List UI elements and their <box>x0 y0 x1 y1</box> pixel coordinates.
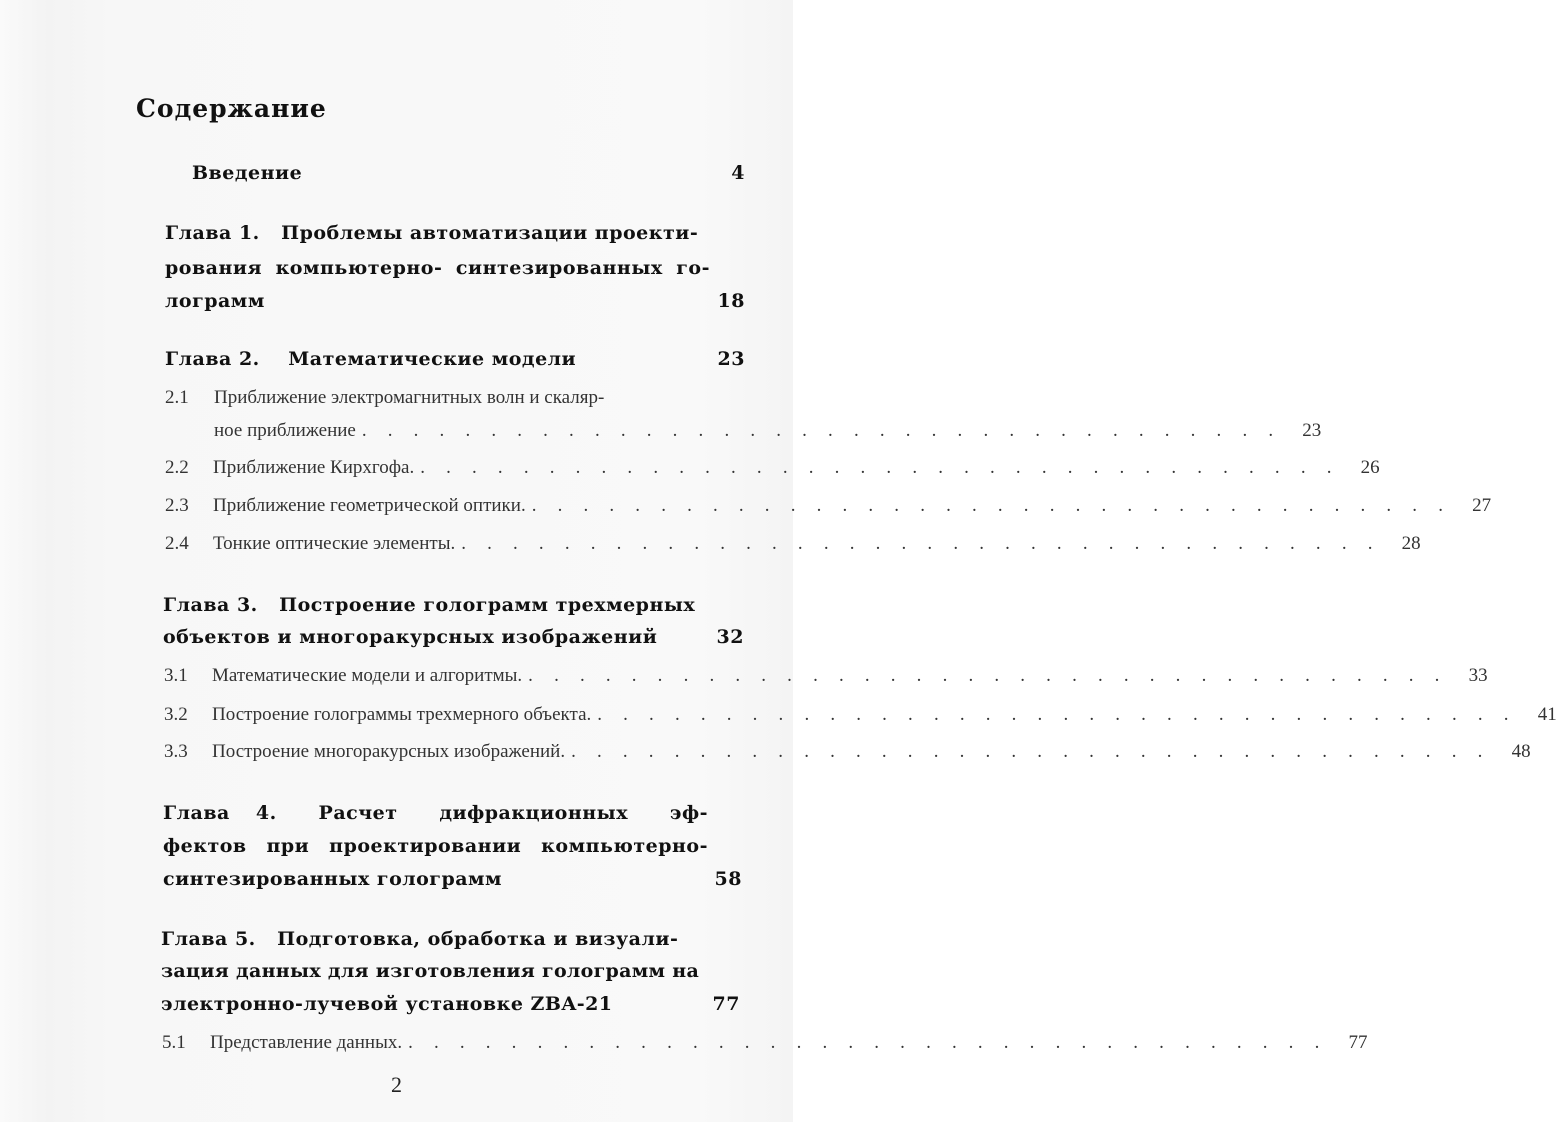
leader-dots: . . . . . . . . . . . . . . . . . . . . . . . . . . . . . . . . . . . . <box>531 495 1452 516</box>
chapter-3-heading-line1 <box>163 594 695 616</box>
section-5-1-num: 5.1 <box>162 1032 186 1053</box>
section-2-2-num: 2.2 <box>165 457 189 478</box>
leader-dots: . . . . . . . . . . . . . . . . . . . . . . . . . . . . . . . . . . . . <box>361 420 1282 441</box>
chapter-1-word: го- <box>676 257 710 279</box>
chapter-1-heading-line2 <box>165 257 710 279</box>
chapter-1-heading-line3: лограмм <box>165 290 265 312</box>
section-2-2-title: Приближение Кирхгофа. <box>213 457 415 478</box>
chapter-4-word: дифракционных <box>439 802 629 824</box>
leader-dots: . . . . . . . . . . . . . . . . . . . . . . . . . . . . . . . . . . . . <box>408 1032 1328 1053</box>
chapter-4-page: 58 <box>714 868 742 890</box>
section-3-1-num: 3.1 <box>164 665 188 686</box>
chapter-2-title: Математические модели <box>288 348 577 370</box>
chapter-5-heading-line1 <box>161 928 678 950</box>
chapter-4-word: компьютерно- <box>541 835 708 857</box>
page-number: 2 <box>391 1072 402 1097</box>
section-2-1-page: 23 <box>1302 420 1322 441</box>
section-3-1-row <box>164 665 1488 691</box>
section-2-4-num: 2.4 <box>165 533 189 554</box>
chapter-5-page: 77 <box>712 993 740 1015</box>
chapter-1-title-part1: Проблемы автоматизации проекти- <box>281 222 699 244</box>
chapter-5-title-part1: Подготовка, обработка и визуали- <box>277 928 679 950</box>
chapter-5-heading-line2: зация данных для изготовления голограмм на <box>161 960 700 982</box>
chapter-4-word: Глава <box>163 802 230 824</box>
section-3-1-title: Математические модели и алгоритмы. <box>212 665 523 686</box>
section-5-1-row <box>162 1032 1368 1058</box>
chapter-4-heading-line3: синтезированных голограмм <box>163 868 503 890</box>
section-3-2-num: 3.2 <box>164 704 188 725</box>
section-3-2-page: 41 <box>1537 704 1557 725</box>
chapter-2-heading <box>165 348 576 370</box>
chapter-4-word: Расчет <box>318 802 398 824</box>
leader-dots: . . . . . . . . . . . . . . . . . . . . . . . . . . . . . . . . . . . . <box>597 704 1517 725</box>
chapter-3-heading-line2: объектов и многоракурсных изображений <box>163 626 658 648</box>
section-5-1-page: 77 <box>1348 1032 1368 1053</box>
chapter-1-heading-line1 <box>165 222 710 244</box>
chapter-4-heading-line2 <box>163 835 708 857</box>
chapter-3-title-part1: Построение голограмм трехмерных <box>279 594 696 616</box>
chapter-4-word: 4. <box>255 802 277 824</box>
chapter-4-word: при <box>266 835 310 857</box>
chapter-2-page: 23 <box>717 348 745 370</box>
section-2-3-title: Приближение геометрической оптики. <box>213 495 526 516</box>
chapter-1-word: компьютерно- <box>275 257 443 279</box>
section-3-1-page: 33 <box>1468 665 1488 686</box>
intro-label: Введение <box>192 162 303 184</box>
section-2-4-page: 28 <box>1401 533 1421 554</box>
chapter-3-page: 32 <box>716 626 744 648</box>
section-2-4-row <box>165 533 1421 559</box>
section-2-3-page: 27 <box>1472 495 1492 516</box>
section-2-2-page: 26 <box>1360 457 1380 478</box>
section-2-4-title: Тонкие оптические элементы. <box>213 533 456 554</box>
section-5-1-title: Представление данных. <box>210 1032 403 1053</box>
leader-dots: . . . . . . . . . . . . . . . . . . . . . . . . . . . . . . . . . . . . <box>571 741 1491 762</box>
chapter-4-word: фектов <box>163 835 247 857</box>
section-2-3-num: 2.3 <box>165 495 189 516</box>
leader-dots: . . . . . . . . . . . . . . . . . . . . . . . . . . . . . . . . . . . . <box>528 665 1448 686</box>
chapter-4-heading-line1 <box>163 802 708 824</box>
chapter-3-label: Глава 3. <box>163 594 258 616</box>
chapter-5-heading-line3: электронно-лучевой установке ZBA-21 <box>161 993 613 1015</box>
chapter-1-page: 18 <box>717 290 745 312</box>
section-3-3-title: Построение многоракурсных изображений. <box>212 741 566 762</box>
section-3-2-row <box>164 704 1557 730</box>
section-3-3-row <box>164 741 1531 767</box>
section-3-3-page: 48 <box>1511 741 1531 762</box>
section-2-1-num: 2.1 <box>165 387 189 408</box>
toc-title: Содержание <box>136 94 327 123</box>
section-3-3-num: 3.3 <box>164 741 188 762</box>
chapter-4-word: проектировании <box>329 835 522 857</box>
section-2-3-row <box>165 495 1492 521</box>
chapter-1-label: Глава 1. <box>165 222 260 244</box>
intro-page: 4 <box>731 162 745 184</box>
chapter-2-label: Глава 2. <box>165 348 260 370</box>
section-2-1-title-line2: ное приближение <box>214 420 356 441</box>
section-2-1-row <box>214 420 1322 446</box>
chapter-4-word: эф- <box>669 802 708 824</box>
section-3-2-title: Построение голограммы трехмерного объекта. <box>212 704 592 725</box>
leader-dots: . . . . . . . . . . . . . . . . . . . . . . . . . . . . . . . . . . . . <box>420 457 1340 478</box>
chapter-5-label: Глава 5. <box>161 928 256 950</box>
chapter-1-word: синтезированных <box>455 257 663 279</box>
chapter-1-word: рования <box>165 257 263 279</box>
section-2-2-row <box>165 457 1380 483</box>
section-2-1-title-line1: Приближение электромагнитных волн и скаляр- <box>214 387 605 408</box>
leader-dots: . . . . . . . . . . . . . . . . . . . . . . . . . . . . . . . . . . . . <box>461 533 1381 554</box>
